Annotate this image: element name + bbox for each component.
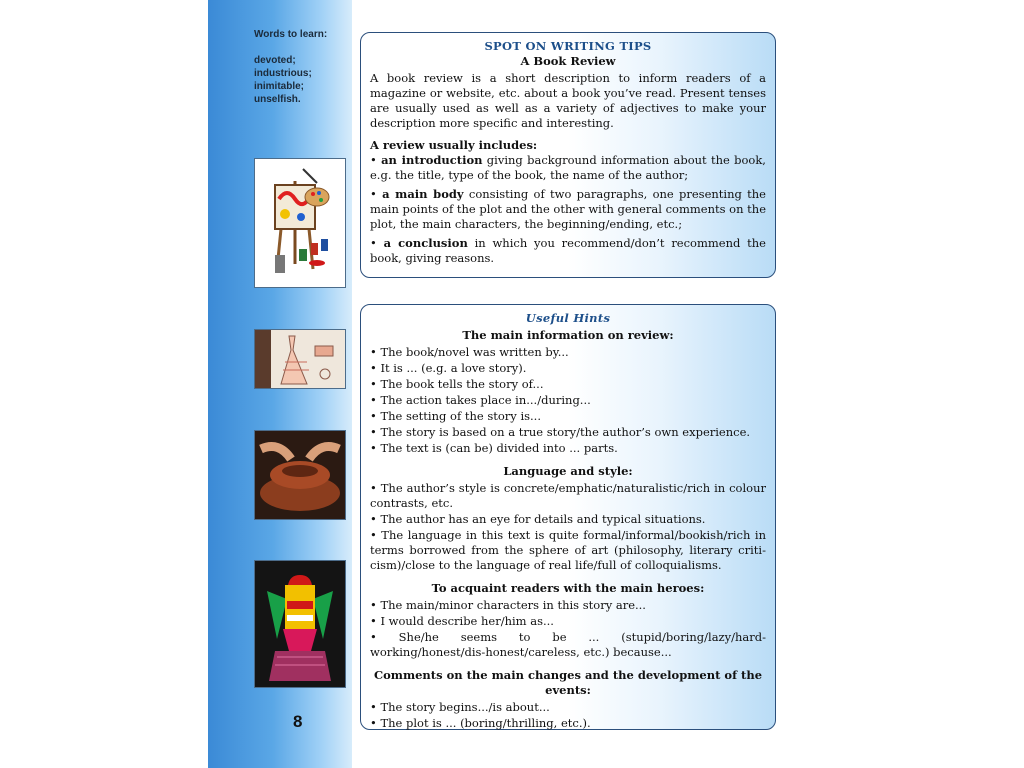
item-text: giving background information about the book, e.g. the title, type of the book, the name of the author; [370,153,766,182]
list-item: • It is ... (e.g. a love story). [370,361,527,375]
includes-heading: A review usually includes: [370,138,538,152]
list-item: • The book/novel was written by... [370,345,569,359]
item-term: a conclusion [383,236,468,250]
section-heading: The main information on review: [462,328,674,342]
list-item: • The author’s style is concrete/emphatic/naturalistic/rich in colour contrasts, etc. [370,481,766,510]
list-item: • The author has an eye for details and typical situations. [370,512,706,526]
box-title: SPOT ON WRITING TIPS [484,39,652,53]
word-item: industrious; [254,68,312,79]
origami-parrot-icon [254,560,346,688]
hint-list [370,481,766,573]
fashion-sketch-icon [254,329,346,389]
easel-paint-icon [254,158,346,288]
list-item: • The action takes place in.../during... [370,393,591,407]
useful-hints-box [360,304,776,730]
item-term: an introduction [381,153,483,167]
list-item: • a main body consisting of two paragraphs, one presenting the main points of the plot and the other with general comments on the plot, the main characters, the beginning/ending, etc.; [370,187,766,231]
pottery-wheel-icon [254,430,346,520]
hint-list [370,345,766,456]
writing-tips-box [360,32,776,278]
section-heading: Comments on the main changes and the development of the events: [373,668,763,697]
word-item: devoted; [254,55,296,66]
list-item: • She/he seems to be ... (stupid/boring/lazy/hard-working/honest/dis-honest/careless, etc.) because... [370,630,766,659]
list-item: • The story is based on a true story/the author’s own experience. [370,425,751,439]
section-heading: To acquaint readers with the main heroes: [431,581,705,595]
hints-title: Useful Hints [525,311,611,325]
item-text: in which you recommend/don’t recommend the book, giving reasons. [370,236,766,265]
item-text: consisting of two paragraphs, one presenting the main points of the plot and the other with general comments on the plot, the main characters, the beginning/ending, etc.; [370,187,766,231]
list-item: • The text is (can be) divided into ... parts. [370,441,618,455]
word-item: inimitable; [254,81,305,92]
list-item: • The book tells the story of... [370,377,544,391]
word-item: unselfish. [254,94,301,105]
list-item: • I would describe her/him as... [370,614,554,628]
intro-paragraph: A book review is a short description to inform readers of a magazine or website, etc. about a book you’ve read. Present tenses are usually used as well as a variety of adjectives to make your description more specific and interesting. [370,71,766,130]
section-heading: Language and style: [503,464,633,478]
words-to-learn [254,28,349,106]
box-subtitle: A Book Review [520,54,616,68]
hint-list [370,598,766,660]
item-term: a main body [382,187,464,201]
list-item: • The main/minor characters in this story are... [370,598,646,612]
page-number: 8 [293,712,303,731]
list-item: • The setting of the story is... [370,409,541,423]
list-item: • The story begins.../is about... [370,700,550,714]
list-item: • The language in this text is quite formal/informal/bookish/rich in terms borrowed from the sphere of art (philosophy, literary criti-cism)/close to the language of real life/full of colloquialisms. [370,528,766,572]
words-title: Words to learn: [254,29,328,40]
list-item: • The plot is ... (boring/thrilling, etc.). [370,716,591,730]
list-item: • an introduction giving background information about the book, e.g. the title, type of the book, the name of the author; [370,153,766,182]
list-item: • a conclusion in which you recommend/don’t recommend the book, giving reasons. [370,236,766,265]
hint-list [370,700,766,731]
